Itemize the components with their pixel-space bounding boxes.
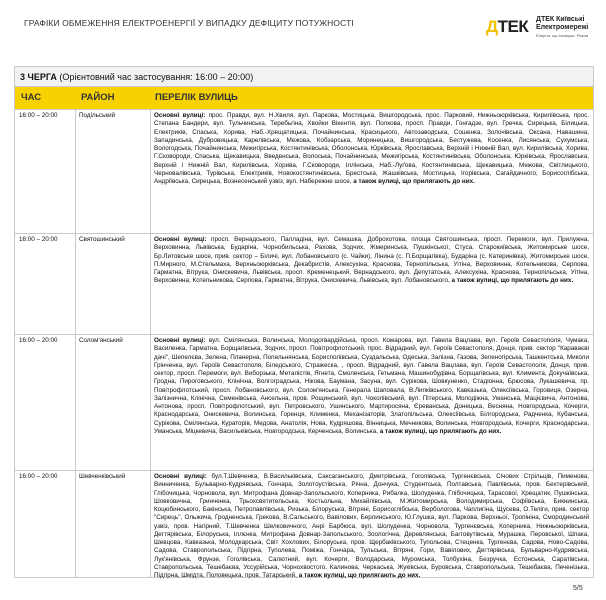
streets-list: вул. Смілянська, Волинська, Молодогвардійська, просп. Комарова, вул. Гавела Вацлава, вул. Героїв Севастополя, Чумака, Василенка, Гарматна, Борщагівська, Зодчих, просп. Повітрофлотський, прос. Відрадний, вул. Героїв Севастополя, Донця, прив. сектор "Караваєві дачі", Шепелєва, Зелена, Планерна, Попельнянська, Борисполівська, Суздальська, Одеська, Залізна, Газова, Зеленогірська, Ташкентська, Миколи Грінченка, вул. Героїв Севастополя, Біледського, Стражеска, , просп. Відрадний, вул. Гавела Вацлава, вул. Героїв Севастополя, Донця, прив. сектор, просп. Перемоги, вул. Виборзька, Металістів, Ягнета, Смоленська, Гетьмана, Машинобудівна, Борщагівська, вул. Климента, Докучаївська, Гродна, Пироговського, Клінічна, Волгоградська, Нікова, Баумана, Засуна, вул. Сурікова, Шовкуненко, Стадіонна, Брюсова, Лукашевича, пр. Повітрофлотський, просп. Лобановського, вул. Солом'янська, Генерала Шаповала, В.Липківського, Кавказька, Олексіївська, Горовиця, Озерна, Залізнична, Клінічна, Семенівська, Ансельна, пров. Рощинський, вул. Чоколівський, вул. Пітерська, Молодіжна, Уманська, Мацієвича, Антонова, Антонова, просп. Повітрофлотський, вул. Петровського, Ушинського, Мартиросяна, Єреванська, Донецька, Весняна, Новгородська, Кочерги, Краснодарська, Онискевича, Волинська, Горенця, Клименка, Механізаторів, Златопільська, Олексіївська, Білгородська, Радченка, Кубанська, Сурікова, Смілянська, Кураторів, Медова, Анатолія, Нова, Кудряшова, Вінницька, Мечникова, Волинська, Новгородська, Кочерги, Краснодарська, Уманська, Міцкевича, Васильківська, Новгородська, Керченська, Волинська, <box>154 337 589 435</box>
table-row <box>15 234 593 335</box>
table-row <box>15 110 593 234</box>
queue-header <box>15 67 593 87</box>
row-district: Шевченківський <box>79 473 126 480</box>
column-header-row <box>15 87 593 110</box>
row-time: 16:00 – 20:00 <box>19 112 58 119</box>
streets-tail: а також вулиці, що прилягають до них. <box>298 572 421 579</box>
dtek-logo <box>486 14 592 44</box>
row-streets <box>154 473 589 580</box>
row-streets <box>154 337 589 436</box>
column-header-streets: ПЕРЕЛІК ВУЛИЦЬ <box>155 92 238 103</box>
streets-tail: а також вулиці, що прилягають до них. <box>451 277 574 285</box>
streets-label: Основні вулиці: <box>154 112 206 119</box>
company-name: ДТЕК Київські Електромережі <box>536 16 589 31</box>
row-time: 16:00 – 20:00 <box>19 236 58 243</box>
row-streets <box>154 112 589 186</box>
table-row <box>15 335 593 471</box>
schedule-table <box>14 66 594 578</box>
row-time: 16:00 – 20:00 <box>19 473 58 480</box>
streets-label: Основні вулиці: <box>154 337 206 344</box>
company-tagline: Енергія, що захищає. Разом <box>536 33 589 38</box>
row-district: Солом'янський <box>79 337 123 344</box>
column-header-time: ЧАС <box>21 92 42 103</box>
streets-list: бул.Т.Шевченка, В.Васильківська, Саксаганського, Дмитрівська, Гоголівська, Тургенєвська, Січових Стрільців, Пименова, Винниченка, Бульварно-Кудрявська, Гончара, Золотоустівська, Річна, Дончука, Студентська, Полтавська, Павлівська, пров. Бехтерівський, Глібочицька, Чорновола, вул. Митрофана Довнар-Запольського, Коперника, Рибалка, Шолуденка, Глібочицька, Тарасової, Хрещатик, Пушкінська, Шовковична, Гринченка, Трьохсвятительська, Костьольна, Михайлівська, М.Житомирська, Володимирська, Софіївська, Бикнинська, Коцюбинського, Бакінська, Петропавлівська, Ризька, Білоруська, Вітряні, Борисоглібська, Вербологова, Чаплигіна, Щусева, О.Теліги, прив. сектор "Сирець", Ольжича, Гродненська, Грекова, В.Сальського, Вавілових, Берлинського, Ю.Глушка, вул. Паркова, Верхньої, Тропініна, Смородинський узвіз, пров. Нагірний, Т.Шевченка Шелковичного, Анрі Барбюса, вул. Шолуденка, Чорновола, Тургенєвська, Коперника, Нижньоюрківська, Дегтярівська, Білоруська, Іллєнка, Митрофана Довнар-Запольського, Зоологічна, Деревлянська, Багговутівська, Мурашка, Перовської, Шпака, Шевцова, Кавказька, Молодкарська, Світ Хохлових, Білоруська, пров. Щербаківського, Тупольова, Стеценка, Тургенєва, Садова, Ново-Садова, Садова, Ставропольська, Підгірна, Туполева, Поміжа, Гончара, Тульська, Вітряні, Гори, Вавілових, Дегтярівська, Бульварно-Кудрявська, Лук'янівська, Фрунзе, Гоголівська, Салютний, вул. Кочерги, Володарська, Муромська, Толбухіна, Безручка, Естонська, Саратівська, Ставропольська, Тешебаєва, Уссурійська, Чорнохвостого, Калинова, Черкаська, Жуківська, Буровська, Ставропольська, Тешебаєва, Печенізька, Підгірна, Шмідта, Половецька, пров. Татарський, <box>154 473 589 579</box>
streets-tail: а також вулиці, що прилягають до них. <box>353 178 475 185</box>
streets-label: Основні вулиці: <box>154 236 207 243</box>
row-district: Подільський <box>79 112 116 119</box>
streets-list: просп. Вернадського, Палладіна, вул. Семашка, Доброхотова, площа Святошинська, просп. Перемоги, вул. Прилужна, Верховинна, Львівська, Бударіна, Чорнобильська, Рахова, Зодчих, Жмеринська, Пушкінської, Стуса, Старокиївська, Житомирське шосе, Бр.Литовське шосе, прив. сектор – Біличі, вул. Лобановського (с. Чайки), Лінина (с. П.Борщагівка), Бударіна (с. Катеринівка), Житомирське шосе, П.Мирного, М.Стельмаха, Верхньоюрківська, Декабристів, Алексухіна, Краснова, Тернопільська, Уітіна, Верховинна, Котельникова, Серпова, Гарматна, Вітрука, Онискевича, Львівська, просп. Кременецький, Вернадського, вул. Депутатська, Алексухіна, Краснова, Тернопільська, Уітіна, Верховинна, Котельникова, Серпова, Гарматна, Вітрука, Онискевича, Львівська, вул. Лобановського, <box>154 236 589 285</box>
streets-tail: а також вулиці, що прилягають до них. <box>379 427 502 435</box>
table-row <box>15 471 593 577</box>
document-title: ГРАФІКИ ОБМЕЖЕННЯ ЕЛЕКТРОЕНЕРГІЇ У ВИПАДКУ ДЕФІЦИТУ ПОТУЖНОСТІ <box>24 18 354 28</box>
row-district: Святошинський <box>79 236 125 243</box>
logo-mark: ДТЕК <box>486 17 529 36</box>
streets-label: Основні вулиці: <box>154 473 207 480</box>
page-number: 5/5 <box>573 585 583 592</box>
row-streets <box>154 236 589 286</box>
streets-list: прос. Правди, вул. Н.Хвиля, вул. Паркова, Мостицька, Вишгородська, прос. Парковий, Нижньоюрківська, Кирилівська, прос. Степана Бандери, вул. Тульчинська, Теребьгіна, Хвойки Вікентія, вул. Полкова, просп. Правди, Гонгадзе, вул. Гречка, Сирецька, Білицька, Електриків, Спаська, Хорива, Наб.-Хрещатицька, Почайнинська, Красицького, Автозаводська, Сошенка, Золочівська, Оксана, Навашина, Западинська, Дубровицька, Карелівська, Межова, Кобзарська, Моринецька, Вишгородська, Бестужева, Косенка, Лисянська, Сухумська, Вологодська, Почайнинська, Межигірська, Костянтинівська, Оболонська, Юрківська, Ярославська, Верхній і Нижній Вал, вул. Кирилівська, Хорива, Г.Сковороди, Спаська, Щекавицька, Введенська, Волоська, Почайнинська, Межигірська, Костянтинівська, Оболонська, Юрківська, Ярославська, Верхній і Нижній Вал, Кирилівська, Хорива, Г.Сковороди, Іллінська, Наб.-Луґова, Костянтинівська, Щекавицька, Межова, Світлицького, Черновалівська, Турівська, Електриків, Новокостянтинівська, Брестська, Жашківська, Мостицька, Ігорівська, Сагайдачного, Борисоглібська, Андріївська, Сирецька, Вознесенський узвіз, вул. Набережне шосе, <box>154 112 590 185</box>
column-header-district: РАЙОН <box>81 92 115 103</box>
queue-title: 3 ЧЕРГА <box>20 72 57 82</box>
queue-time: (Орієнтовний час застосування: 16:00 – 20:00) <box>59 72 254 82</box>
row-time: 16:00 – 20:00 <box>19 337 58 344</box>
